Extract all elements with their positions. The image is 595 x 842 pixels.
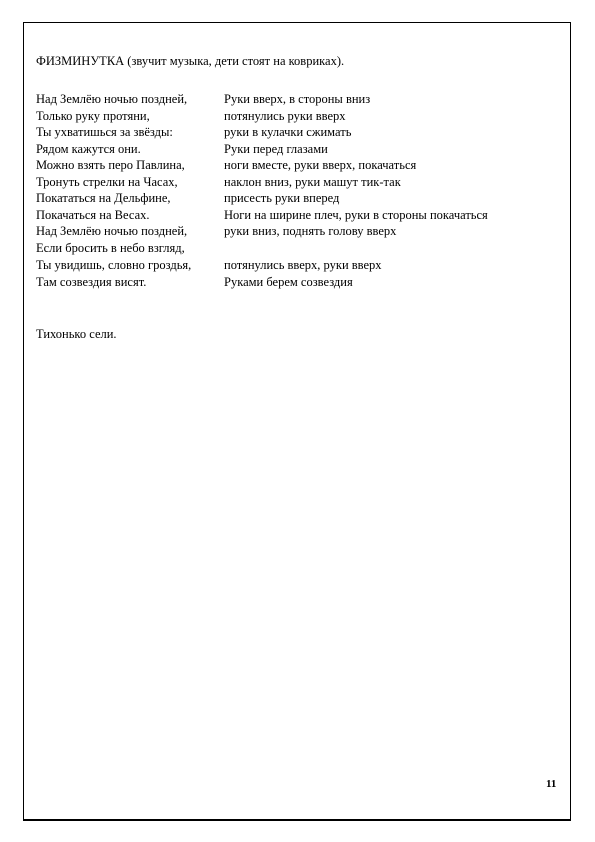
verse-row [36, 157, 556, 174]
movement-line: руки вниз, поднять голову вверх [224, 224, 397, 238]
verse-line: Над Землёю ночью поздней, [36, 92, 188, 106]
verse-line: Ты увидишь, словно гроздья, [36, 258, 192, 272]
movement-line: Руками берем созвездия [224, 274, 353, 289]
movement-line: ноги вместе, руки вверх, покачаться [224, 158, 417, 172]
verse-line: Только руку протяни, [36, 108, 150, 123]
verse-row [36, 274, 556, 291]
verse-line: Тронуть стрелки на Часах, [36, 174, 178, 189]
verse-row [36, 108, 556, 125]
movement-line: Ноги на ширине плеч, руки в стороны покачаться [224, 207, 488, 222]
page-number: 11 [546, 778, 557, 790]
verse-row [36, 190, 556, 207]
movement-line: потянулись вверх, руки вверх [224, 258, 382, 272]
movement-line: присесть руки вперед [224, 191, 340, 205]
verse-movement-list [36, 91, 556, 290]
movement-line: потянулись руки вверх [224, 108, 346, 123]
verse-row [36, 223, 556, 240]
verse-row [36, 257, 556, 274]
verse-row [36, 124, 556, 141]
verse-line: Можно взять перо Павлина, [36, 158, 185, 172]
verse-row [36, 91, 556, 108]
verse-line: Над Землёю ночью поздней, [36, 224, 188, 238]
verse-line: Если бросить в небо взгляд, [36, 240, 185, 255]
verse-row [36, 207, 556, 224]
verse-line: Ты ухватишься за звёзды: [36, 125, 173, 139]
verse-row [36, 141, 556, 158]
verse-line: Рядом кажутся они. [36, 141, 141, 156]
movement-line: Руки перед глазами [224, 141, 328, 156]
movement-line: Руки вверх, в стороны вниз [224, 92, 371, 106]
exercise-heading: ФИЗМИНУТКА (звучит музыка, дети стоят на ковриках). [36, 54, 345, 68]
movement-line: руки в кулачки сжимать [224, 125, 352, 139]
movement-line: наклон вниз, руки машут тик-так [224, 174, 401, 189]
verse-row [36, 174, 556, 191]
closing-line: Тихонько сели. [36, 327, 117, 341]
verse-line: Там созвездия висят. [36, 274, 147, 289]
verse-row [36, 240, 556, 258]
verse-line: Покачаться на Весах. [36, 207, 150, 222]
verse-line: Покататься на Дельфине, [36, 191, 171, 205]
